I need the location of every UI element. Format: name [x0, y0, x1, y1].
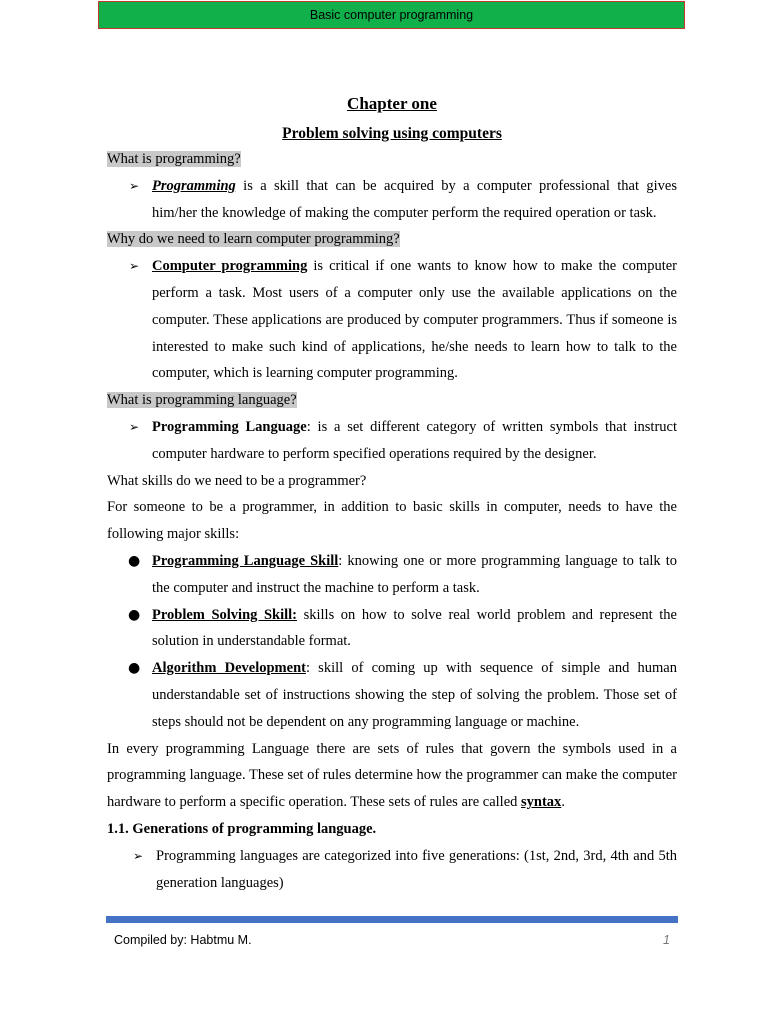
- term-programming-language: Programming Language: [152, 418, 307, 435]
- chapter-title: Chapter one: [347, 94, 437, 113]
- skill-item: [107, 655, 677, 735]
- bullet-icon: ●: [128, 552, 141, 569]
- question-programming: [107, 146, 677, 173]
- highlighted-question: Why do we need to learn computer programming?: [107, 231, 400, 248]
- definition-text: : is a set different category of written symbols that instruct computer hardware to perform specified operations required by the designer.: [152, 418, 678, 462]
- chapter-subtitle: Problem solving using computers: [282, 125, 502, 142]
- skill-text: : knowing one or more programming language to talk to the computer and instruct the machine to perform a task.: [152, 552, 677, 596]
- definition-programming: [107, 173, 677, 227]
- bullet-icon: ●: [128, 606, 141, 623]
- generations-text: Programming languages are categorized into five generations: (1st, 2nd, 3rd, 4th and 5th generation languages): [156, 847, 677, 891]
- footer-rule: [106, 916, 678, 923]
- definition-computer-programming: [107, 253, 677, 387]
- term-programming: Programming: [152, 177, 236, 194]
- generations-item: [107, 843, 677, 897]
- definition-text: is critical if one wants to know how to make the computer perform a task. Most users of a computer only use the available applications on the computer. These applications are produced by computer programmers. Thus if someone is interested to make such kind of applications, he/she needs to learn how to talk to the computer, which is learning computer programming.: [152, 258, 677, 382]
- definition-text: is a skill that can be acquired by a computer professional that gives him/her the knowledge of making the computer perform the required operation or task.: [152, 177, 677, 221]
- skill-term: Programming Language Skill: [152, 552, 339, 569]
- skills-intro: For someone to be a programmer, in addition to basic skills in computer, needs to have the following major skills:: [107, 499, 677, 543]
- skill-text: : skill of coming up with sequence of simple and human understandable set of instructions showing the step of solving the problem. Those set of steps should not be dependent on any programming language or machine.: [152, 660, 677, 730]
- highlighted-question: What is programming?: [107, 151, 241, 167]
- definition-programming-language: [107, 414, 677, 468]
- question-why-learn: [107, 226, 677, 253]
- arrow-bullet-icon: ➢: [129, 419, 140, 434]
- arrow-bullet-icon: ➢: [129, 259, 140, 274]
- term-syntax: syntax: [521, 794, 562, 811]
- syntax-paragraph: [107, 736, 677, 816]
- syntax-paragraph-text: In every programming Language there are sets of rules that govern the symbols used in a programming language. These set of rules determine how the programmer can make the computer hardware to perform a specific operation. These sets of rules are called: [107, 740, 677, 811]
- highlighted-question: What is programming language?: [107, 392, 297, 409]
- bullet-icon: ●: [128, 660, 141, 677]
- term-computer-programming: Computer programming: [152, 258, 308, 275]
- skill-term: Problem Solving Skill:: [152, 606, 298, 623]
- skill-text: skills on how to solve real world problem and represent the solution in understandable format.: [152, 606, 677, 650]
- footer-compiled-by: Compiled by: Habtmu M.: [114, 933, 252, 947]
- page-header: Basic computer programming: [98, 1, 685, 29]
- skill-item: [107, 548, 677, 602]
- section-heading-generations: 1.1. Generations of programming language.: [107, 820, 377, 837]
- question-programming-language: [107, 387, 677, 414]
- page-number: 1: [663, 933, 670, 947]
- arrow-bullet-icon: ➢: [133, 848, 144, 863]
- document-body: [107, 90, 677, 896]
- question-skills: What skills do we need to be a programmer?: [107, 472, 367, 489]
- skill-term: Algorithm Development: [152, 660, 306, 677]
- arrow-bullet-icon: ➢: [129, 178, 140, 193]
- syntax-paragraph-end: .: [561, 794, 565, 811]
- skill-item: [107, 602, 677, 656]
